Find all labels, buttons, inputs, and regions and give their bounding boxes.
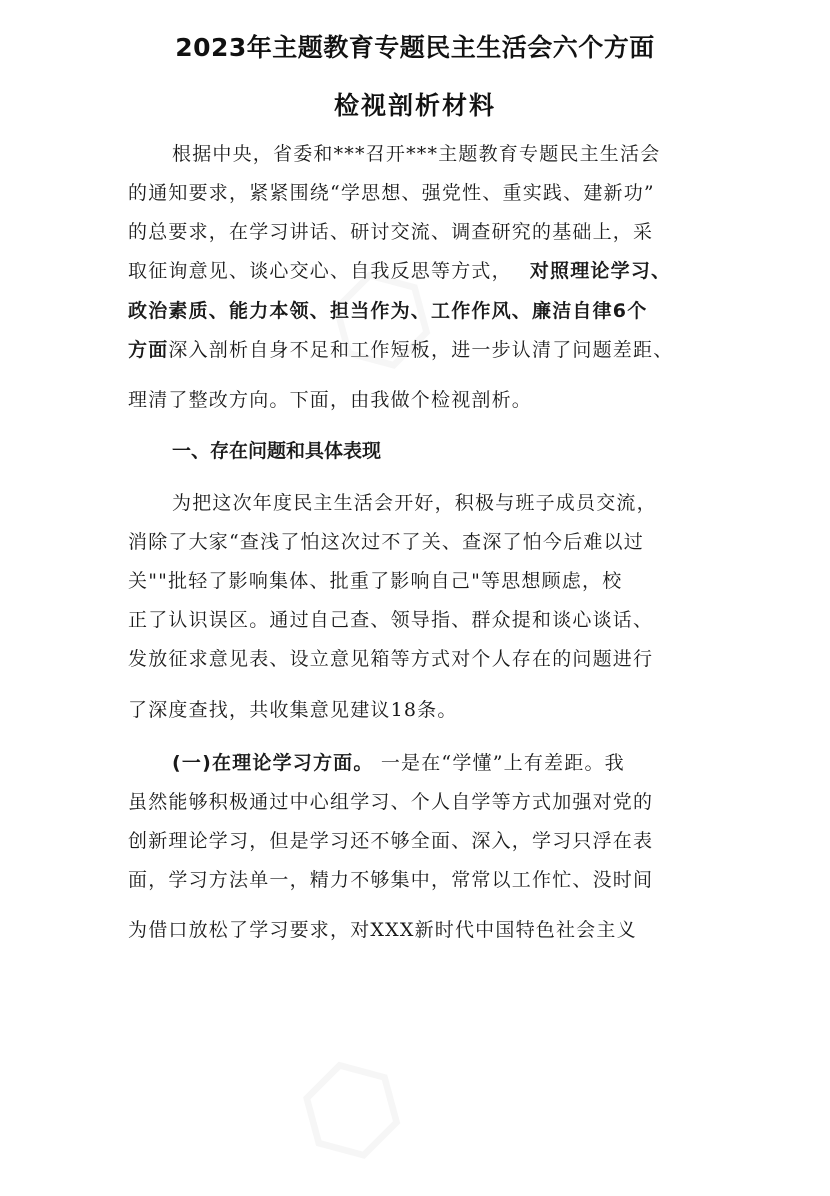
intro-line-6-text: 深入剖析自身不足和工作短板，进一步认清了问题差距、 [168, 339, 674, 361]
subsection-1-line-3: 创新理论学习，但是学习还不够全面、深入，学习只浮在表 [128, 830, 654, 852]
subsection-1-line-1-text: 一是在“学懂”上有差距。我 [373, 752, 625, 774]
watermark-bottom [266, 1023, 438, 1195]
subsection-1-line-5: 为借口放松了学习要求，对XXX新时代中国特色社会主义 [128, 919, 637, 941]
intro-line-7: 理清了整改方向。下面，由我做个检视剖析。 [128, 389, 533, 411]
intro-line-6 [128, 337, 720, 363]
section-heading-1: 一、存在问题和具体表现 [172, 440, 382, 462]
intro-line-2: 的通知要求，紧紧围绕“学思想、强党性、重实践、建新功” [128, 182, 655, 204]
intro-line-4-bold: 对照理论学习、 [529, 260, 672, 282]
subsection-1-line-4: 面，学习方法单一，精力不够集中，常常以工作忙、没时间 [128, 869, 654, 891]
subsection-1-line-2: 虽然能够积极通过中心组学习、个人自学等方式加强对党的 [128, 791, 654, 813]
subsection-1-line-1 [172, 750, 720, 776]
document-title-line-2: 检视剖析材料 [333, 91, 496, 120]
intro-line-4 [128, 258, 720, 284]
section1-line-2: 消除了大家“查浅了怕这次过不了关、查深了怕今后难以过 [128, 531, 644, 553]
intro-line-6-bold: 方面 [128, 339, 169, 361]
section1-line-3: 关""批轻了影响集体、批重了影响自己"等思想顾虑，校 [128, 570, 623, 592]
intro-line-4-text: 取征询意见、谈心交心、自我反思等方式， [128, 260, 512, 282]
section1-line-4: 正了认识误区。通过自己查、领导指、群众提和谈心谈话、 [128, 609, 654, 631]
intro-line-5: 政治素质、能力本领、担当作为、工作作风、廉洁自律6个 [128, 300, 648, 322]
intro-line-3: 的总要求，在学习讲话、研讨交流、调查研究的基础上，采 [128, 221, 654, 243]
section1-line-6: 了深度查找，共收集意见建议18条。 [128, 699, 458, 721]
section1-line-1: 为把这次年度民主生活会开好，积极与班子成员交流， [172, 492, 657, 514]
section1-line-5: 发放征求意见表、设立意见箱等方式对个人存在的问题进行 [128, 648, 654, 670]
subsection-1-label: (一)在理论学习方面。 [172, 752, 374, 774]
document-title-line-1: 2023年主题教育专题民主生活会六个方面 [175, 33, 655, 62]
intro-line-1: 根据中央，省委和***召开***主题教育专题民主生活会 [172, 143, 661, 165]
